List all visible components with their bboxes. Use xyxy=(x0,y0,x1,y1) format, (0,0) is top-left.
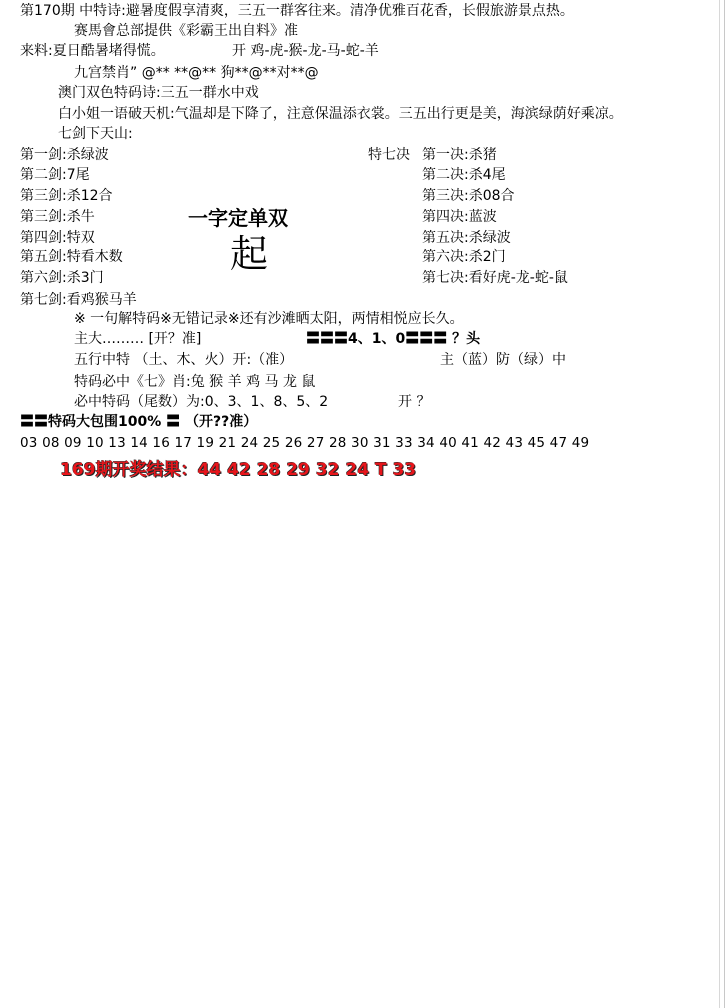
main-big-line: 主大……… [开？准] xyxy=(74,331,202,347)
one-line-hint: ※ 一句解特码※无错记录※还有沙滩晒太阳，两情相悦应长久。 xyxy=(74,311,464,327)
poem-line: 第170期 中特诗:避暑度假享清爽，三五一群客往来。清净优雅百花香，长假旅游景点热。 xyxy=(20,3,574,19)
full-coverage-line: 〓〓特码大包围100% 〓 （开??准） xyxy=(20,414,258,430)
jue-item: 第六决:杀2门 xyxy=(422,249,506,265)
source-line: 来料:夏日酷暑堵得慌。 xyxy=(20,43,165,59)
page-edge-line-outer xyxy=(724,0,725,1008)
sword-item: 第五剑:特看木数 xyxy=(20,249,123,265)
seven-jue-title: 特七决 xyxy=(368,147,410,163)
sword-item: 第七剑:看鸡猴马羊 xyxy=(20,292,137,308)
five-elements-line: 五行中特 （土、木、火）开:（准） xyxy=(74,352,294,368)
jue-item: 第五决:杀绿波 xyxy=(422,230,511,246)
jue-item: 第七决:看好虎-龙-蛇-鼠 xyxy=(422,270,568,286)
seven-zodiac-line: 特码必中《七》肖:兔 猴 羊 鸡 马 龙 鼠 xyxy=(74,374,316,390)
sword-item: 第三剑:杀牛 xyxy=(20,209,95,225)
sword-item: 第二剑:7尾 xyxy=(20,167,90,183)
sword-item: 第六剑:杀3门 xyxy=(20,270,104,286)
jue-item: 第一决:杀猪 xyxy=(422,147,497,163)
sword-item: 第三剑:杀12合 xyxy=(20,188,113,204)
sword-item: 第四剑:特双 xyxy=(20,230,95,246)
single-double-title: 一字定单双 xyxy=(188,206,288,230)
page-edge-line xyxy=(719,0,720,1008)
macau-poem-line: 澳门双色特码诗:三五一群水中戏 xyxy=(58,85,259,101)
jue-item: 第二决:杀4尾 xyxy=(422,167,506,183)
head-number-line: 〓〓〓4、1、0〓〓〓 ？头 xyxy=(306,331,481,347)
nine-palace-line: 九宫禁肖” @** **@** 狗**@**对**@ xyxy=(74,65,319,81)
jue-item: 第四决:蓝波 xyxy=(422,209,497,225)
coverage-numbers: 03 08 09 10 13 14 16 17 19 21 24 25 26 27 28 30 31 33 34 40 41 42 43 45 47 49 xyxy=(20,435,590,451)
tail-open-mark: 开 ？ xyxy=(398,394,431,410)
sword-item: 第一剑:杀绿波 xyxy=(20,147,109,163)
jue-item: 第三决:杀08合 xyxy=(422,188,515,204)
color-wave-line: 主（蓝）防（绿）中 xyxy=(440,352,566,368)
open-zodiac-line: 开 鸡-虎-猴-龙-马-蛇-羊 xyxy=(232,43,379,59)
seven-swords-title: 七剑下天山: xyxy=(58,126,133,142)
draw-result: 169期开奖结果：44 42 28 29 32 24 T 33 xyxy=(60,460,417,480)
tail-number-line: 必中特码（尾数）为:0、3、1、8、5、2 xyxy=(74,394,329,410)
provider-line: 赛馬會总部提供《彩霸王出自料》准 xyxy=(74,23,298,39)
single-double-char: 起 xyxy=(230,232,269,276)
bai-xiaojie-line: 白小姐一语破天机:气温却是下降了，注意保温添衣裳。三五出行更是美，海滨绿荫好乘凉。 xyxy=(58,106,623,122)
